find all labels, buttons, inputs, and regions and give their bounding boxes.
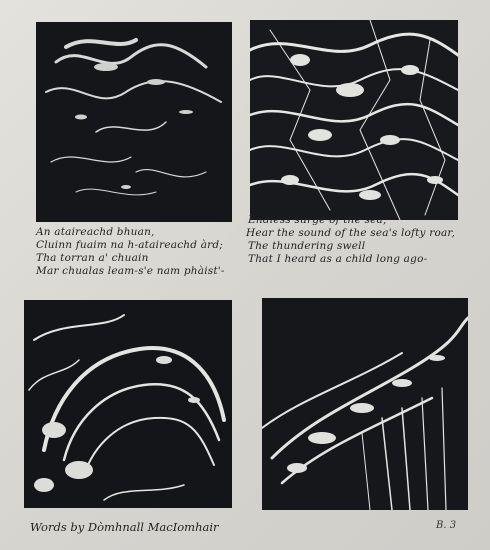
artist-signature: B. 3	[436, 520, 457, 531]
gaelic-line: An ataireachd bhuan,	[36, 226, 155, 238]
poem-english	[248, 214, 455, 266]
english-line: Endless surge of the sea,	[248, 214, 387, 226]
gaelic-line: Tha torran a' chuain	[36, 252, 149, 264]
monoprint-top-left	[36, 22, 232, 222]
english-line: Hear the sound of the sea's lofty roar,	[246, 227, 456, 239]
gaelic-line: Mar chualas leam-s'e nam phàist'-	[36, 265, 225, 277]
gaelic-line: Cluinn fuaim na h-ataireachd àrd;	[36, 239, 224, 251]
english-line: That I heard as a child long ago-	[248, 253, 428, 265]
monoprint-top-right	[250, 20, 458, 220]
english-line: The thundering swell	[248, 240, 366, 252]
poem-gaelic	[36, 226, 225, 278]
monoprint-bottom-right	[262, 298, 468, 510]
monoprint-bottom-left	[24, 300, 232, 508]
poem-credit: Words by Dòmhnall MacIomhair	[30, 520, 219, 534]
